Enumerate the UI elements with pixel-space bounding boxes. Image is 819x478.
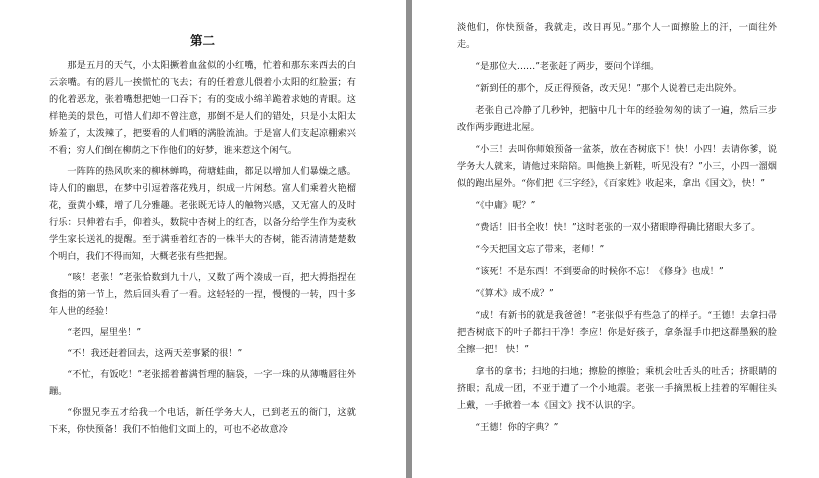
left-page [0,0,406,478]
paragraph: “小三！去叫你师娘预备一盆茶，放在杏树底下！快！小四！去请你爹，说学务大人就来，请他过来陪陪。叫他换上新鞋，听见没有？”小三，小四一溜烟似的跑出屋外。“你们把《三字经》，《百家姓》收起来，拿出《国文》，快！” [457,144,777,189]
chapter-title: 第二 [189,33,215,48]
paragraph: “不忙，有饭吃！”老张摇着蓄满哲理的脑袋，一字一珠的从薄嘴唇往外蹦。 [49,369,356,397]
paragraph: “《中庸》呢？” [475,200,536,211]
left-text-column [49,0,356,442]
paragraph: “费话！旧书全收！快！”这时老张的一双小猪眼睁得确比猪眼大多了。 [475,222,761,233]
right-text-column [457,0,777,441]
paragraph: 淡他们，你快预备，我就走，改日再见。”那个人一面擦脸上的汗，一面往外走。 [457,22,777,50]
paragraph: “你盟兄李五才给我一个电话，新任学务大人，已到老五的衙门，这就下来，你快预备！我们不怕他们文面上的，可也不必故意冷 [49,407,356,435]
paragraph: 老张自己冷静了几秒钟，把脑中几十年的经验匆匆的读了一遍，然后三步改作两步跑进北屋。 [457,105,777,133]
paragraph: 拿书的拿书；扫地的扫地；擦脸的擦脸；乘机会吐舌头的吐舌；挤眼睛的挤眼；乱成一团，不亚于遭了一个小地震。老张一手摘黑板上挂着的军帽往头上戴，一手掀着一本《国文》找不认识的字。 [457,366,777,411]
paragraph: “是那位大……”老张赶了两步，要问个详细。 [475,61,660,72]
paragraph: “今天把国文忘了带来，老师！” [475,244,605,255]
paragraph: 一阵阵的热风吹来的柳林蝉鸣，荷塘蛙曲，都足以增加人们暴燥之感。诗人们的幽思，在梦中引逗着落花残月，织成一片闲愁。富人们乘着火艳榴花，蚕黄小蝶，增了几分雅趣。老张既无诗人的触物兴感，又无富人的及时行乐：只伸着右手，仰着头，数院中杏树上的红杏，以备分给学生作为麦秋学生家长送礼的提醒。至于满垂着红杏的一株半大的杏树，能否清清楚楚数个明白，我们不得而知，大概老张有些把握。 [49,166,356,262]
paragraph: “新到任的那个，反正得预备，改天见！”那个人说着已走出院外。 [475,83,743,94]
paragraph: “不！我还赶着回去，这两天差事紧的很！” [67,348,243,359]
paragraph: “咳！老张！”老张恰数到九十八，又数了两个凑成一百，把大拇指捏在食指的第一节上，然后回头看了一看。这轻轻的一捏，慢慢的一转，四十多年人世的经验！ [49,272,356,317]
paragraph: “《算术》成不成？” [475,288,554,299]
paragraph: “成！有新书的就是我爸爸！”老张似乎有些急了的样子。“王德！去拿扫帚把杏树底下的叶子都扫干净！李应！你是好孩子，拿条湿手巾把这群墨猴的脸全擦一把！ 快！” [457,310,777,355]
paragraph: 那是五月的天气，小太阳撅着血盆似的小红嘴，忙着和那东来西去的白云亲嘴。有的唇儿一挨慌忙的飞去；有的任着意儿偎着小太阳的红脸蛋；有的化着恶龙，张着嘴想把她一口吞下；有的变成小绵羊跪着求她的青眼。这样艳美的景色，可惜人们却不曾注意，那倒不是人们的错处，只是小太阳太娇羞了，太泼辣了，把要看的人们晒的满脸流油。于是富人们支起凉棚索兴不看；穷人们倒在柳荫之下作他们的好梦，谁来惹这个闲气。 [49,60,356,156]
paragraph: “王德！你的字典？” [475,422,559,433]
paragraph: “老四，屋里坐！” [67,327,142,338]
paragraph: “该死！不是东西！不到要命的时候你不忘！《修身》也成！” [475,266,724,277]
right-page [412,0,819,478]
